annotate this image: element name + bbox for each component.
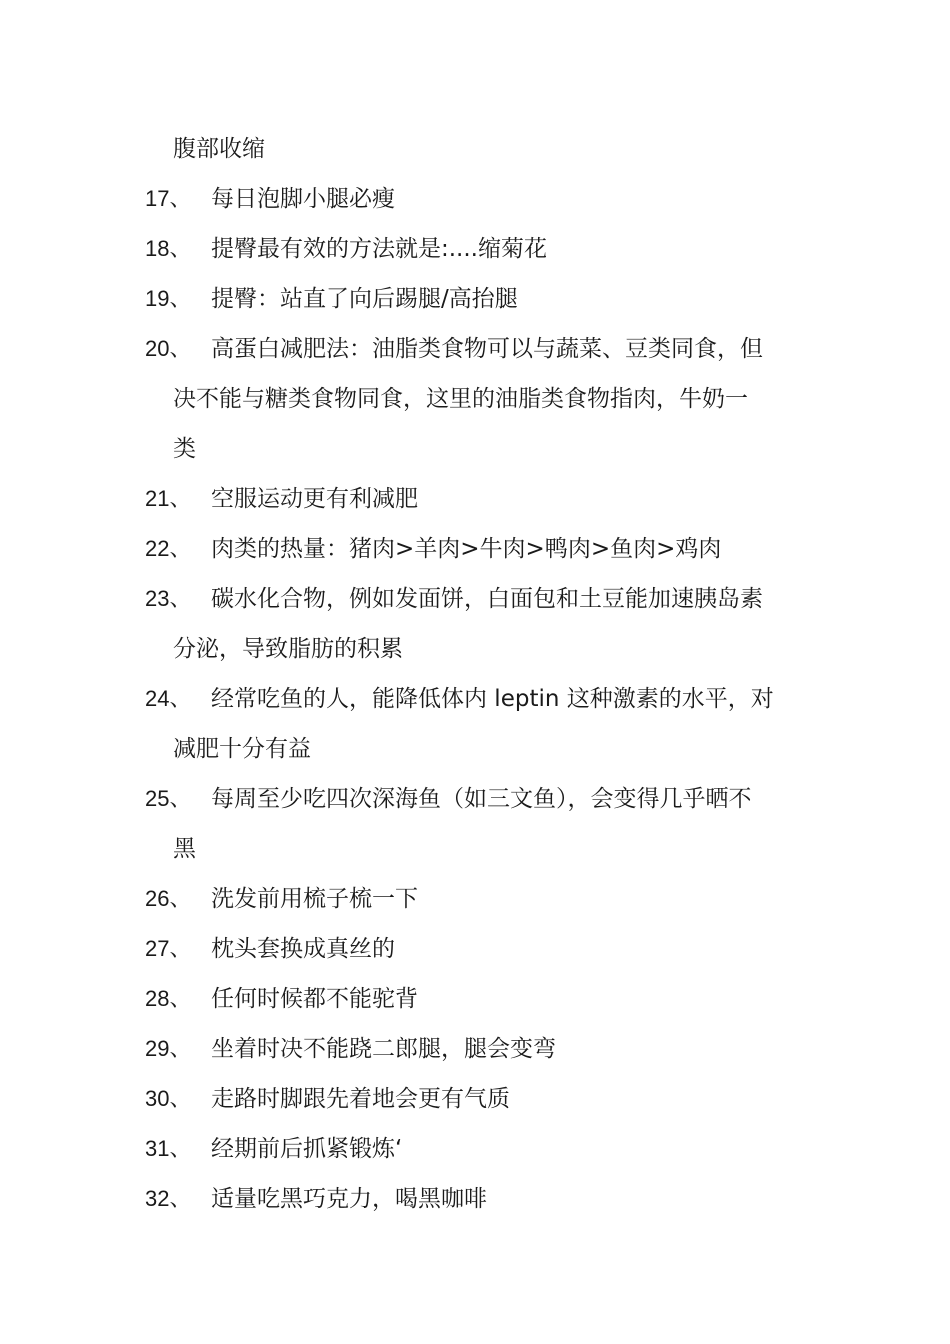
list-item: [145, 174, 815, 224]
list-item-number: 25、: [145, 786, 192, 811]
list-item: [145, 524, 815, 574]
list-item-number: 28、: [145, 986, 192, 1011]
list-item-text-line: 经期前后抓紧锻炼‘: [211, 1136, 403, 1162]
list-item: [145, 874, 815, 924]
list-item: [145, 974, 815, 1024]
list-item-text: [145, 524, 815, 574]
list-item-text-line: 经常吃鱼的人，能降低体内 leptin 这种激素的水平，对: [211, 686, 774, 712]
list-item: [145, 1124, 815, 1174]
list-item: [145, 574, 815, 674]
list-item-number: 31、: [145, 1136, 192, 1161]
list-item-number: 27、: [145, 936, 192, 961]
list-item-text-line: 决不能与糖类食物同食，这里的油脂类食物指肉，牛奶一: [173, 386, 748, 412]
list-item-text: [145, 1024, 815, 1074]
list-item-text-line: 黑: [173, 836, 196, 862]
list-item-number: 30、: [145, 1086, 192, 1111]
list-item-text-line: 每日泡脚小腿必瘦: [211, 186, 395, 212]
list-item: [145, 1174, 815, 1224]
list-item-number: 22、: [145, 536, 192, 561]
list-item-number: 17、: [145, 186, 192, 211]
list-item-text-line: 走路时脚跟先着地会更有气质: [211, 1086, 510, 1112]
list-items: [145, 174, 815, 1224]
list-item: [145, 924, 815, 974]
list-item-text-line: 减肥十分有益: [173, 736, 311, 762]
list-item-text-line: 类: [173, 436, 196, 462]
list-item-text-line: 高蛋白减肥法：油脂类食物可以与蔬菜、豆类同食，但: [211, 336, 763, 362]
list-item-text: [145, 1174, 815, 1224]
list-item-text: [145, 674, 815, 774]
list-item: [145, 1074, 815, 1124]
list-item: [145, 1024, 815, 1074]
list-item: [145, 274, 815, 324]
list-item-text: [145, 474, 815, 524]
list-item: [145, 474, 815, 524]
list-item-number: 26、: [145, 886, 192, 911]
list-item-number: 24、: [145, 686, 192, 711]
list-item-text: [145, 974, 815, 1024]
list-item-number: 21、: [145, 486, 192, 511]
continuation-line: 腹部收缩: [173, 136, 265, 162]
list-item-text-line: 分泌，导致脂肪的积累: [173, 636, 403, 662]
list-item: [145, 224, 815, 274]
list-item-number: 23、: [145, 586, 192, 611]
list-item-text-line: 提臀最有效的方法就是:....缩菊花: [211, 236, 547, 262]
list-item-number: 29、: [145, 1036, 192, 1061]
list-item-text-line: 坐着时决不能跷二郎腿，腿会变弯: [211, 1036, 556, 1062]
list-item-text-line: 每周至少吃四次深海鱼（如三文鱼），会变得几乎晒不: [211, 786, 752, 812]
list-item-text: [145, 574, 815, 674]
list-item-text-line: 枕头套换成真丝的: [211, 936, 395, 962]
list-item-text-line: 适量吃黑巧克力，喝黑咖啡: [211, 1186, 487, 1212]
list-item-text: [145, 924, 815, 974]
list-item-text-line: 空服运动更有利减肥: [211, 486, 418, 512]
list-item: [145, 774, 815, 874]
list-item-text: [145, 224, 815, 274]
list-item-text: [145, 1074, 815, 1124]
list-item-number: 19、: [145, 286, 192, 311]
list-item-text: [145, 324, 815, 474]
list-item-text: [145, 774, 815, 874]
list-item-number: 20、: [145, 336, 192, 361]
list-item-text-line: 肉类的热量：猪肉>羊肉>牛肉>鸭肉>鱼肉>鸡肉: [211, 536, 722, 562]
list-item: [145, 674, 815, 774]
list-item-number: 18、: [145, 236, 192, 261]
list-item-text: [145, 1124, 815, 1174]
list-item-number: 32、: [145, 1186, 192, 1211]
list-item-text-line: 碳水化合物，例如发面饼，白面包和土豆能加速胰岛素: [211, 586, 763, 612]
list-item: [145, 324, 815, 474]
list-item-text-line: 洗发前用梳子梳一下: [211, 886, 418, 912]
tips-list: [145, 124, 815, 1224]
list-item-text: [145, 174, 815, 224]
list-item-text-line: 任何时候都不能驼背: [211, 986, 418, 1012]
list-item-text: [145, 274, 815, 324]
list-item-text-line: 提臀：站直了向后踢腿/高抬腿: [211, 286, 518, 312]
list-item-text: [145, 874, 815, 924]
